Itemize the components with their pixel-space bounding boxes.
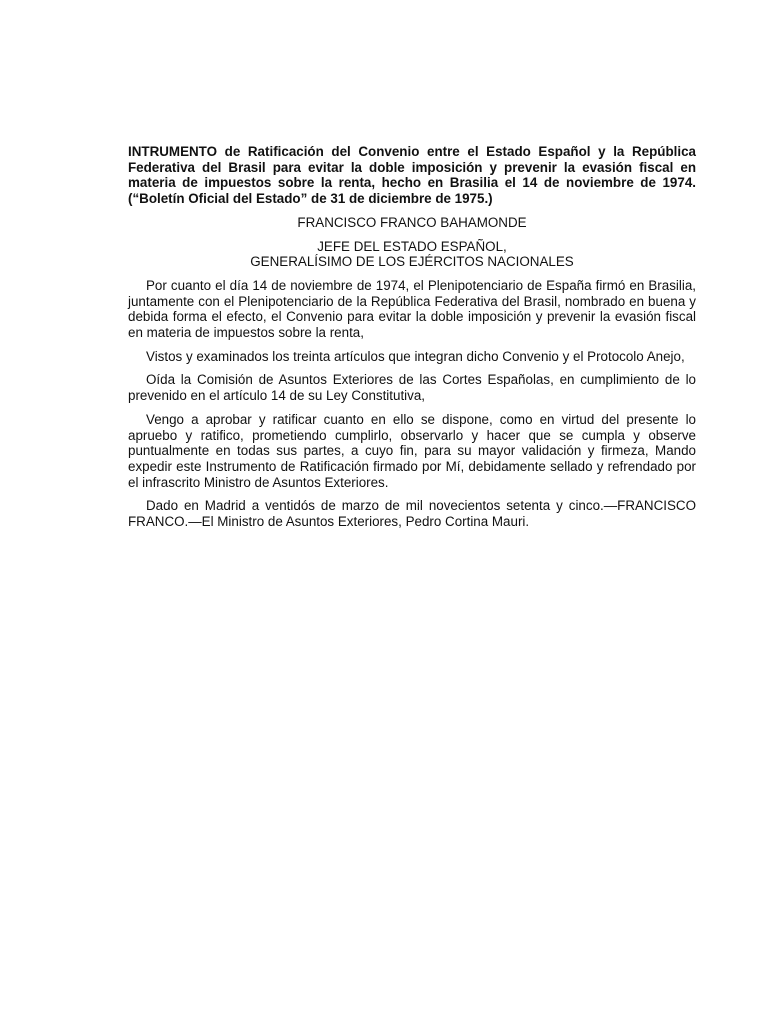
- paragraph-vengo: Vengo a aprobar y ratificar cuanto en ello se dispone, como en virtud del presente lo apruebo y ratifico, prometiendo cumplirlo, observarlo y hacer que se cumpla y observe puntualmente en todas sus partes, a cuyo fin, para su mayor validación y firmeza, Mando expedir este Instrumento de Ratificación firmado por Mí, debidamente sellado y refrendado por el infrascrito Ministro de Asuntos Exteriores.: [128, 411, 696, 490]
- office-line-2: GENERALÍSIMO DE LOS EJÉRCITOS NACIONALES: [250, 254, 574, 270]
- paragraph-oida: Oída la Comisión de Asuntos Exteriores de las Cortes Españolas, en cumplimiento de lo prevenido en el artículo 14 de su Ley Constitutiva,: [128, 372, 696, 404]
- document-page: [128, 144, 696, 538]
- signer-office: [128, 239, 696, 270]
- office-line-1: JEFE DEL ESTADO ESPAÑOL,: [317, 238, 507, 254]
- paragraph-dado: Dado en Madrid a ventidós de marzo de mil novecientos setenta y cinco.—FRANCISCO FRANCO.—El Ministro de Asuntos Exteriores, Pedro Cortina Mauri.: [128, 498, 696, 530]
- paragraph-por-cuanto: Por cuanto el día 14 de noviembre de 1974, el Plenipotenciario de España firmó en Brasilia, juntamente con el Plenipotenciario de la República Federativa del Brasil, nombrado en buena y debida forma el efecto, el Convenio para evitar la doble imposición y prevenir la evasión fiscal en materia de impuestos sobre la renta,: [128, 277, 696, 341]
- document-title: INTRUMENTO de Ratificación del Convenio entre el Estado Español y la República Federativa del Brasil para evitar la doble imposición y prevenir la evasión fiscal en materia de impuestos sobre la renta, hecho en Brasilia el 14 de noviembre de 1974. (“Boletín Oficial del Estado” de 31 de diciembre de 1975.): [128, 144, 696, 207]
- paragraph-vistos: Vistos y examinados los treinta artículos que integran dicho Convenio y el Protocolo Anejo,: [146, 348, 685, 364]
- signer-name: FRANCISCO FRANCO BAHAMONDE: [297, 214, 527, 230]
